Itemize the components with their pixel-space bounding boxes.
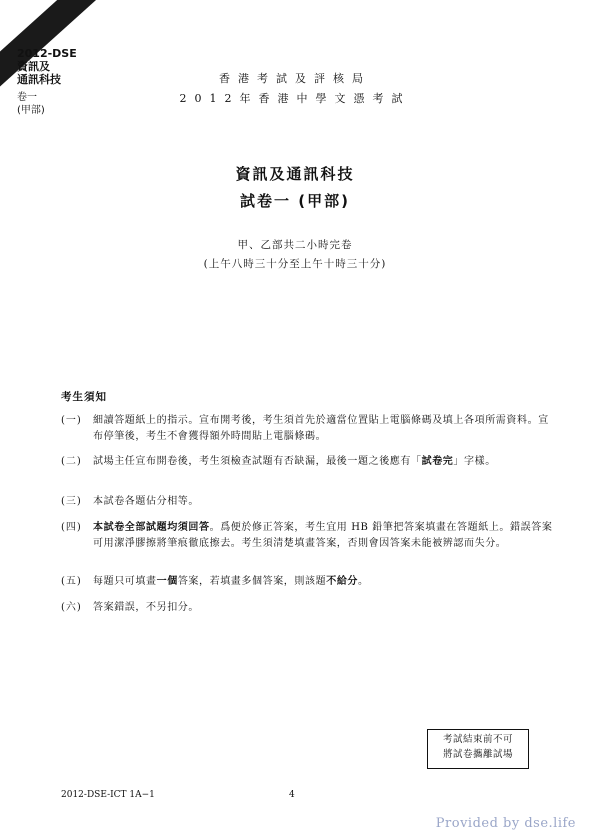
instruction-text-part: 每題只可填畫	[93, 576, 157, 587]
footer-code: 2012-DSE-ICT 1A−1	[61, 790, 155, 800]
instruction-number: (四)	[61, 522, 82, 533]
provided-by-watermark: Provided by dse.life	[435, 816, 576, 831]
instruction-number: (二)	[61, 456, 82, 467]
mc-label: MC	[51, 90, 85, 124]
authority-name: 香港考試及評核局	[219, 72, 371, 85]
paper-title: 試卷一 (甲部)	[240, 192, 350, 210]
instruction-text: 細讀答題紙上的指示。宣布開考後，考生須首先於適當位置貼上電腦條碼及填上各項所需資料。宣布停筆後，考生不會獲得額外時間貼上電腦條碼。	[93, 415, 549, 442]
corner-paper-line2: (甲部)	[17, 105, 45, 116]
instruction-number: (一)	[61, 415, 82, 426]
instruction-text-part: 試場主任宣布開卷後，考生須檢查試題有否缺漏，最後一題之後應有「	[93, 456, 422, 467]
instruction-text-part: 答案，若填畫多個答案，則該題	[177, 576, 327, 587]
instruction-number: (三)	[61, 496, 82, 507]
instruction-text-part: 」字樣。	[453, 456, 496, 467]
instruction-text-part: 。	[358, 576, 369, 587]
page-number: 4	[289, 790, 295, 800]
corner-subject-line2: 通訊科技	[17, 73, 61, 86]
instruction-text	[93, 520, 553, 552]
duration-line1: 甲、乙部共二小時完卷	[237, 239, 353, 251]
instruction-text-part: 。爲便於修正答案，考生宜用 HB 鉛筆把答案填畫在答題紙上。錯誤答案可用潔淨膠擦將筆痕徹底擦去。考生須清楚填畫答案，否則會因答案未能被辨認而失分。	[93, 522, 553, 549]
notice-box	[427, 729, 529, 769]
corner-exam: 2012-DSE	[17, 47, 77, 60]
instructions-heading: 考生須知	[61, 391, 107, 403]
exam-name: 2012年香港中學文憑考試	[179, 92, 411, 105]
instruction-text	[93, 574, 553, 590]
duration-line2: (上午八時三十分至上午十時三十分)	[203, 258, 387, 270]
instruction-text: 答案錯誤，不另扣分。	[93, 602, 199, 613]
instruction-bold-text: 一個	[156, 576, 178, 587]
instruction-bold-text: 本試卷全部試題均須回答	[93, 522, 210, 533]
notice-line2: 將試卷攜離試場	[442, 749, 513, 760]
subject-title: 資訊及通訊科技	[235, 165, 355, 183]
corner-paper-line1: 卷一	[17, 92, 37, 103]
notice-line1: 考試結束前不可	[442, 734, 513, 745]
instruction-bold-text: 不給分	[326, 576, 359, 587]
instruction-bold-text: 試卷完	[421, 456, 454, 467]
corner-subject-line1: 資訊及	[17, 60, 50, 73]
instruction-text	[93, 454, 553, 470]
instruction-number: (六)	[61, 602, 82, 613]
instruction-number: (五)	[61, 576, 82, 587]
instruction-text: 本試卷各題佔分相等。	[93, 496, 199, 507]
